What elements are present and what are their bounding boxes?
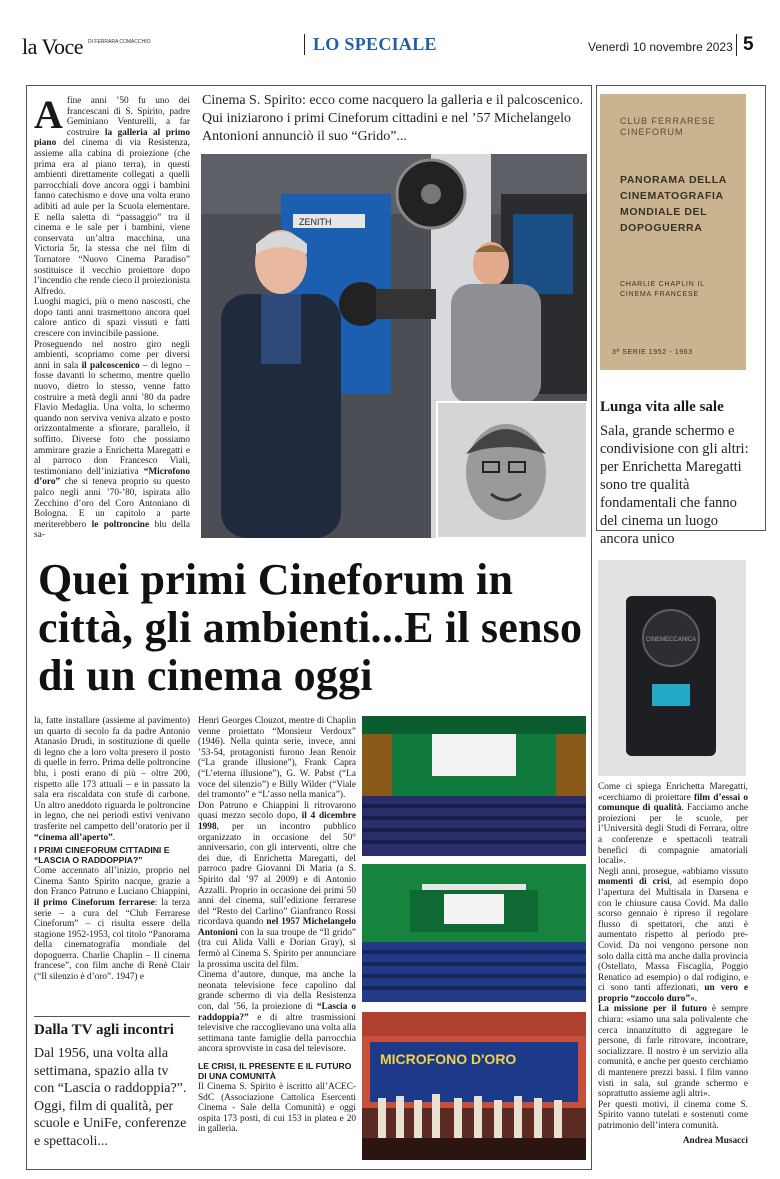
sidebox xyxy=(600,398,750,548)
article-headline: Quei primi Cineforum in città, gli ambienti...E il senso di un cinema oggi xyxy=(38,555,583,700)
tv-box-text: Dal 1956, una volta alla settimana, spazio alla tv con “Lascia o raddoppia?”. Oggi, film di qualità, per scuole e UniFe, conferenze e spettacoli... xyxy=(34,1046,187,1149)
paragraph: Come ci spiega Enrichetta Maregatti, «cerchiamo di proiettare film d’essai o comunque di qualità. Facciamo anche proiezioni per le scuole, per l’Università degli Studi di Ferrara, oltre a conferenze e spettacoli teatrali benefici di compagnie amatoriali locali». xyxy=(598,782,748,867)
page-number: 5 xyxy=(736,34,754,56)
badge-illustration xyxy=(598,560,746,776)
cineforum-booklet-cover xyxy=(600,94,746,370)
microfono-doro-illustration xyxy=(362,1012,586,1160)
article-column-2 xyxy=(34,716,190,1012)
microfono-doro-photo xyxy=(362,1012,586,1160)
paragraph: Afine anni ’50 fu uno dei francescani di S. Spirito, padre Geminiano Venturelli, a far costruire la galleria al primo piano del cinema di via Resistenza, assieme alla cabina di proiezione (che prima era al piano terra), in questi ambienti direttamente collegati a quelli parrocchiali dove ancora oggi i bambini fanno catechismo e dove una volta erano adibiti ad aule per la Scuola elementare. E nella saletta di “passaggio” tra il cinema e le sale per i bambini, viene conservata un’altra macchina, una Victoria 5r, la stessa che nel film di Tornatore “Nuovo Cinema Paradiso” sostituisce il vecchio proiettore dopo l’incendio che rende cieco il proiezionista Alfredo. xyxy=(34,96,190,297)
author-byline: Andrea Musacci xyxy=(682,1135,748,1146)
booklet-club: CLUB FERRARESE CINEFORUM xyxy=(620,116,716,137)
paragraph: Proseguendo nel nostro giro negli ambienti, scopriamo come per diversi anni in sala il palcoscenico – di legno – fosse davanti lo schermo, mentre quello nuovo, dietro lo stesso, venne fatto costruire a metà degli anni ’80 da padre Flavio Medaglia. Una volta, lo schermo quando non serviva veniva alzato e posto orizzontalmente a sfiorare, parallelo, il soffitto. Diverse foto che possiamo ammirare grazie a Enrichetta Maregatti e al parroco don Francesco Viali, testimoniano dell’iniziativa “Microfono d’oro” che si teneva proprio su questo palco negli anni ’70-’80, ispirata allo Zecchino d’oro del Coro Antoniano di Bologna. E un capitolo a parte meriterebbero le poltroncine blu della sa- xyxy=(34,339,190,541)
sidebox-title: Lunga vita alle sale xyxy=(600,399,724,415)
projection-booth-illustration xyxy=(201,154,587,538)
article-column-4 xyxy=(598,782,748,1166)
issue-date: Venerdì 10 novembre 2023 xyxy=(588,40,733,54)
cinema-hall-illustration-1 xyxy=(362,716,586,856)
drop-cap: A xyxy=(34,96,63,137)
tv-box xyxy=(34,1016,190,1166)
paragraph: Come accennato all’inizio, proprio nel Cinema Santo Spirito nacque, grazie a don Franco Patruno e Luciano Chiappini, il primo Cineforum ferrarese: la terza serie – a cura del “Club Ferrarese Cineforum” – ci risulta essere della stagione 1952-1953, col titolo “Panorama della cinematografia mondiale del dopoguerra. Charlie Chaplin – Il cinema francese”, con film anche di Renè Clair (“Il silenzio è d’oro”. 1947) e xyxy=(34,866,190,983)
banner-text: MICROFONO D'ORO xyxy=(380,1051,517,1067)
paragraph: Luoghi magici, più o meno nascosti, che dopo tanti anni trasmettono ancora quel calore antico di spazi vissuti e fatti crescere con invincibile passione. xyxy=(34,297,190,340)
page-header xyxy=(22,34,762,58)
article-deck: Cinema S. Spirito: ecco come nacquero la galleria e il palcoscenico. Qui iniziarono i primi Cineforum cittadini e nel ’57 Michelangelo Antonioni annunciò il suo “Grido”... xyxy=(202,93,583,144)
cinema-hall-photo-1 xyxy=(362,716,586,856)
paragraph: La missione per il futuro è sempre chiara: «siamo una sala polivalente che cerca innanzitutto di aggregare le persone, di farle ritrovare, incontrare, socializzare. Il nostro è un servizio alla comunità, e anche per questo cerchiamo di mantenere prezzi bassi. I film vanno visti in sala, sul grande schermo e soprattutto assieme agli altri». xyxy=(598,1004,748,1100)
projection-booth-photo xyxy=(201,154,587,538)
paragraph: Don Patruno e Chiappini li ritrovarono quasi mezzo secolo dopo, il 4 dicembre 1998, per un incontro pubblico organizzato in occasione del 50° anniversario, con gli interventi, oltre che dei due, di Enrichetta Maregatti, del parroco padre Giovanni Di Maria (a S. Spirito dal ’97 al 2009) e di Antonio Azzalli. Proprio in occasione dei primi 50 anni del cinema, sull’edizione ferrarese del “Resto del Carlino” Gianfranco Rossi ricordava quando nel 1957 Michelangelo Antonioni con la sua troupe de “Il grido” (tra cui Alida Valli e Dorian Gray), si fermò al Cinema S. Spirito per annunciare la prossima uscita del film. xyxy=(198,800,356,970)
article-column-1 xyxy=(34,96,190,544)
booklet-subtitle: CHARLIE CHAPLIN IL CINEMA FRANCESE xyxy=(620,281,705,298)
badge-label: CINEMECCANICA xyxy=(645,637,697,643)
cinema-hall-photo-2 xyxy=(362,864,586,1002)
article-column-3 xyxy=(198,716,356,1166)
booklet-series: 3ª SERIE 1952 - 1963 xyxy=(612,349,693,356)
projector-brand-label: ZENITH xyxy=(299,217,332,227)
booklet-title: PANORAMA DELLA CINEMATOGRAFIA MONDIALE DEL DOPOGUERRA xyxy=(620,174,727,234)
paragraph: Cinema d’autore, dunque, ma anche la neonata televisione fece capolino dal grande schermo di via della Resistenza con, dal ’56, la proiezione di “Lascia o raddoppia?” e di altre trasmissioni televisive che raccoglievano una volta alla settimana tante famiglie della parrocchia ancora sprovviste in casa del televisore. xyxy=(198,970,356,1055)
subheading: LE CRISI, IL PRESENTE E IL FUTURO DI UNA COMUNITÀ xyxy=(198,1061,352,1081)
paragraph: Il Cinema S. Spirito è iscritto all’ACEC-SdC (Associazione Cattolica Esercenti Cinema - Sale della Comunità) e oggi ospita 173 posti, di cui 153 in platea e 20 in galleria. xyxy=(198,1082,356,1135)
sidebox-text: Sala, grande schermo e condivisione con gli altri: per Enrichetta Maregatti sono tre qualità fondamentali che fanno del cinema un luogo ancora unico xyxy=(600,423,749,547)
section-title: LO SPECIALE xyxy=(304,34,437,55)
newspaper-logo: la Voce xyxy=(22,34,84,59)
subheading: I PRIMI CINEFORUM CITTADINI E “LASCIA O RADDOPPIA?” xyxy=(34,845,170,866)
paragraph: Negli anni, prosegue, «abbiamo vissuto momenti di crisi, ad esempio dopo l’apertura del Multisala in Darsena e con le chiusure causa Covid. Ma dallo scorso gennaio è ripreso il regolare flusso di spettatori, che anzi è aumentato rispetto al periodo pre-Covid. Da noi vengono persone non solo dalla città ma anche dalla provincia (Ostellato, Massa Fiscaglia, Poggio Renatico ad esempio) o dal rodigino, e ci sono tanti affezionati, un vero e proprio “zoccolo duro”». xyxy=(598,866,748,1004)
tv-box-divider xyxy=(34,1016,190,1017)
paragraph: Per questi motivi, il cinema come S. Spirito vanno tutelati e sostenuti come patrimonio dell’intera comunità. xyxy=(598,1099,748,1131)
paragraph: la, fatte installare (assieme al pavimento) un quarto di secolo fa da padre Antonio Atanasio Drudi, in sostituzione di quelle di legno che a loro volta presero il posto di quelle in ferro. Prima delle poltroncine blu, i posti erano di più – oltre 200, rispetto alle 173 attuali – e in passato la sala era riscaldata con stufe di carbone. Un altro aneddoto riguarda le poltroncine in legno, che nei periodi estivi venivano trasferite nel campetto dell’oratorio per il “cinema all’aperto”. xyxy=(34,716,190,843)
paragraph: Henri Georges Clouzot, mentre di Chaplin venne proiettato “Monsieur Verdoux” (1946). Nella quinta serie, invece, anni ’53-54, protagonisti furono Jean Renoir (“La grande illusione”), Frank Capra (“L’eterna illusione”), G. W. Pabst (“La voce del silenzio”) e Billy Wilder (“Viale del tramonto” e “L’asso nella manica”). xyxy=(198,716,356,801)
cinemeccanica-badge-photo xyxy=(598,560,746,776)
newspaper-logo-subtitle: DI FERRARA COMACCHIO xyxy=(88,39,151,45)
cinema-hall-illustration-2 xyxy=(362,864,586,1002)
tv-box-title: Dalla TV agli incontri xyxy=(34,1022,174,1038)
